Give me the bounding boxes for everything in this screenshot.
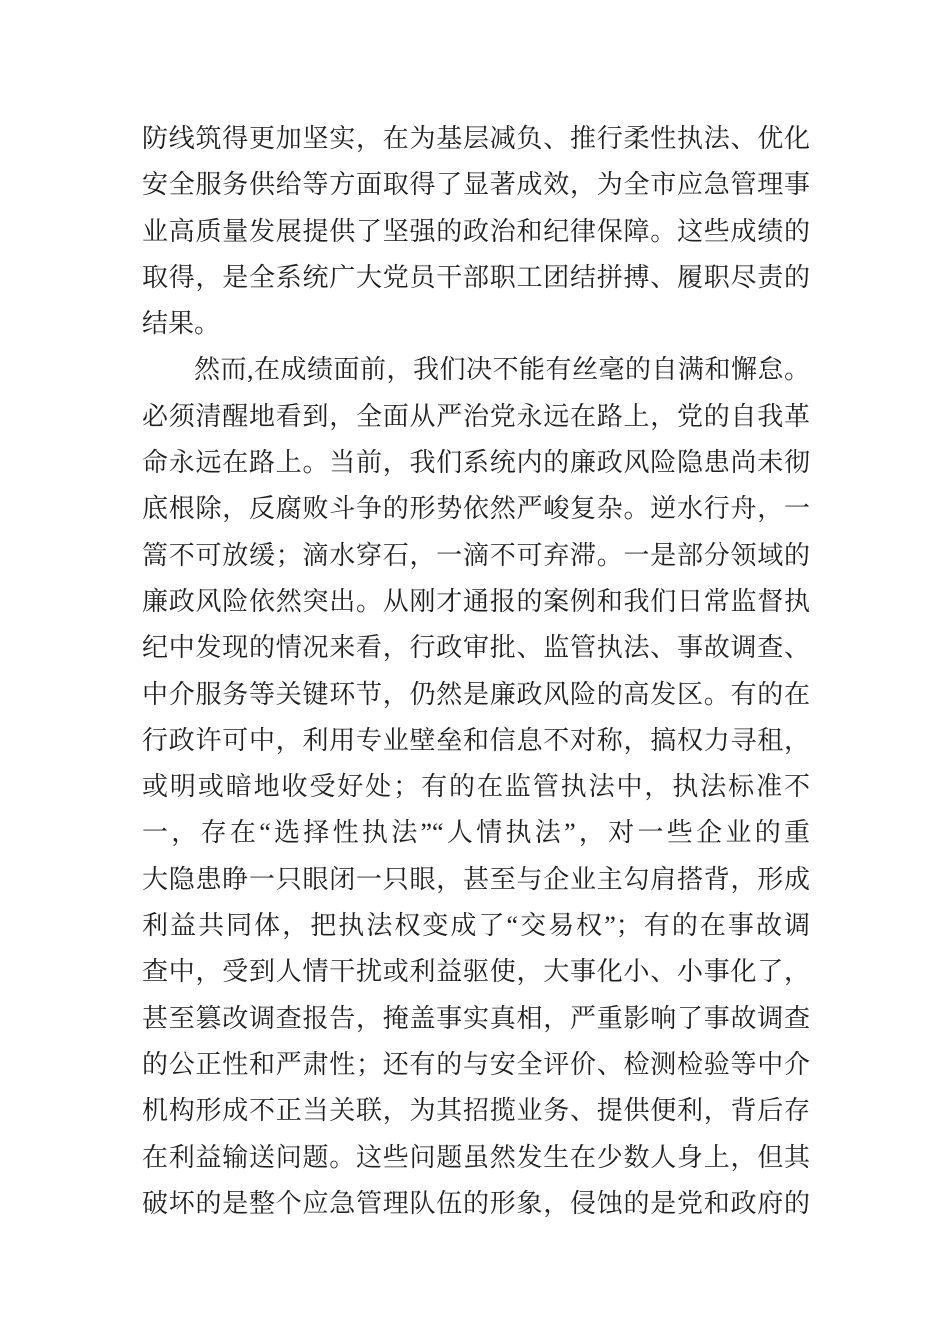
text-line: 中介服务等关键环节，仍然是廉政风险的高发区。有的在 xyxy=(142,679,810,709)
text-line: 安全服务供给等方面取得了显著成效，为全市应急管理事 xyxy=(142,170,810,200)
text-line: 纪中发现的情况来看，行政审批、监管执法、事故调查、 xyxy=(142,633,810,663)
text-line: 的公正性和严肃性；还有的与安全评价、检测检验等中介 xyxy=(142,1049,810,1079)
text-line: 篙不可放缓；滴水穿石，一滴不可弃滞。一是部分领域的 xyxy=(142,540,810,570)
text-line: 利益共同体，把执法权变成了“交易权”；有的在事故调 xyxy=(142,911,810,941)
text-line: 命永远在路上。当前，我们系统内的廉政风险隐患尚未彻 xyxy=(142,448,810,478)
text-line: 行政许可中，利用专业壁垒和信息不对称，搞权力寻租， xyxy=(142,725,810,755)
text-line: 或明或暗地收受好处；有的在监管执法中，执法标准不 xyxy=(142,772,810,802)
text-line: 然而,在成绩面前，我们决不能有丝毫的自满和懈怠。 xyxy=(194,355,810,385)
text-line: 一，存在“选择性执法”“人情执法”，对一些企业的重 xyxy=(142,818,810,848)
text-line: 防线筑得更加坚实，在为基层减负、推行柔性执法、优化 xyxy=(142,124,810,153)
text-line: 业高质量发展提供了坚强的政治和纪律保障。这些成绩的 xyxy=(142,216,810,246)
body-text xyxy=(142,116,810,1227)
text-line: 甚至篡改调查报告，掩盖事实真相，严重影响了事故调查 xyxy=(142,1003,810,1033)
text-line: 底根除，反腐败斗争的形势依然严峻复杂。逆水行舟，一 xyxy=(142,494,810,524)
text-line: 取得，是全系统广大党员干部职工团结拼搏、履职尽责的 xyxy=(142,262,810,292)
text-line: 廉政风险依然突出。从刚才通报的案例和我们日常监督执 xyxy=(142,586,810,616)
text-line: 查中，受到人情干扰或利益驱使，大事化小、小事化了， xyxy=(142,957,810,987)
text-line: 结果。 xyxy=(142,309,221,339)
text-line: 在利益输送问题。这些问题虽然发生在少数人身上，但其 xyxy=(142,1142,810,1172)
text-line: 大隐患睁一只眼闭一只眼，甚至与企业主勾肩搭背，形成 xyxy=(142,864,810,894)
text-line: 必须清醒地看到，全面从严治党永远在路上，党的自我革 xyxy=(142,401,810,431)
text-line: 破坏的是整个应急管理队伍的形象，侵蚀的是党和政府的 xyxy=(142,1188,810,1218)
text-line: 机构形成不正当关联，为其招揽业务、提供便利，背后存 xyxy=(142,1096,810,1126)
